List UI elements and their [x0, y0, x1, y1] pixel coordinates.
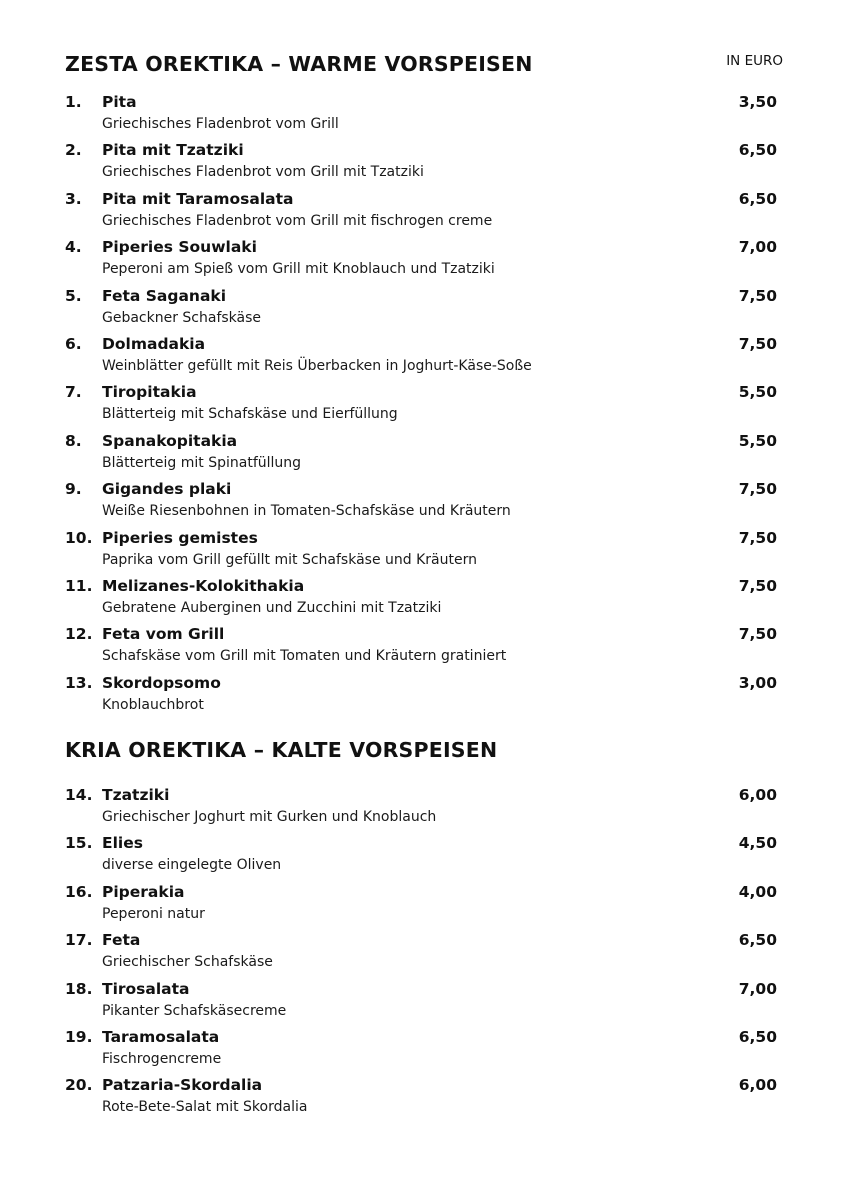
menu-item: [0, 479, 848, 527]
item-name: Feta vom Grill: [102, 625, 225, 644]
item-price: 6,50: [738, 1027, 777, 1046]
item-number: 16.: [65, 882, 93, 901]
item-name: Skordopsomo: [102, 673, 221, 692]
item-description: diverse eingelegte Oliven: [102, 857, 282, 874]
menu-item: [0, 189, 848, 237]
item-number: 3.: [65, 189, 82, 208]
item-name: Piperies gemistes: [102, 528, 258, 547]
menu-item: [0, 930, 848, 978]
item-price: 7,50: [738, 528, 777, 547]
item-number: 13.: [65, 673, 93, 692]
item-description: Griechisches Fladenbrot vom Grill mit Tzatziki: [102, 164, 424, 181]
menu-item: [0, 528, 848, 576]
item-number: 15.: [65, 834, 93, 853]
item-name: Elies: [102, 834, 143, 853]
item-description: Gebratene Auberginen und Zucchini mit Tzatziki: [102, 599, 442, 616]
item-number: 1.: [65, 93, 82, 111]
item-description: Weinblätter gefüllt mit Reis Überbacken in Joghurt-Käse-Soße: [102, 357, 532, 374]
item-number: 19.: [65, 1027, 93, 1046]
item-number: 6.: [65, 334, 82, 353]
menu-item: [0, 576, 848, 624]
item-name: Feta Saganaki: [102, 286, 227, 305]
cold-starters-list: [0, 785, 848, 1124]
item-description: Fischrogencreme: [102, 1050, 222, 1067]
item-description: Blätterteig mit Schafskäse und Eierfüllung: [102, 406, 398, 423]
menu-item: [0, 382, 848, 430]
menu-item: [0, 1027, 848, 1075]
item-description: Griechisches Fladenbrot vom Grill: [102, 116, 339, 132]
item-description: Peperoni natur: [102, 905, 205, 922]
item-number: 5.: [65, 286, 82, 305]
item-number: 4.: [65, 238, 82, 257]
item-name: Spanakopitakia: [102, 431, 238, 450]
item-number: 14.: [65, 786, 93, 804]
item-description: Peperoni am Spieß vom Grill mit Knoblauch und Tzatziki: [102, 261, 495, 278]
item-number: 2.: [65, 141, 82, 160]
item-number: 9.: [65, 480, 82, 499]
item-description: Gebackner Schafskäse: [102, 309, 262, 326]
item-price: 6,50: [738, 141, 777, 160]
item-name: Piperakia: [102, 882, 185, 901]
item-price: 7,00: [738, 979, 777, 998]
item-description: Griechisches Fladenbrot vom Grill mit fischrogen creme: [102, 212, 493, 229]
item-name: Pita: [102, 93, 137, 111]
item-name: Patzaria-Skordalia: [102, 1076, 263, 1095]
item-price: 5,50: [738, 383, 777, 402]
item-name: Pita mit Tzatziki: [102, 141, 244, 160]
menu-item: [0, 833, 848, 881]
menu-item: [0, 979, 848, 1027]
item-number: 12.: [65, 625, 93, 644]
item-description: Weiße Riesenbohnen in Tomaten-Schafskäse und Kräutern: [102, 503, 511, 520]
item-price: 7,50: [738, 625, 777, 644]
item-description: Schafskäse vom Grill mit Tomaten und Kräutern gratiniert: [102, 648, 507, 665]
item-name: Gigandes plaki: [102, 480, 232, 499]
menu-item: [0, 140, 848, 188]
item-price: 4,50: [738, 834, 777, 853]
item-name: Taramosalata: [102, 1027, 220, 1046]
item-name: Piperies Souwlaki: [102, 238, 257, 257]
item-description: Pikanter Schafskäsecreme: [102, 1002, 287, 1019]
section-title-cold-starters: KRIA OREKTIKA – KALTE VORSPEISEN: [65, 738, 498, 762]
item-number: 8.: [65, 431, 82, 450]
item-number: 7.: [65, 383, 82, 402]
item-price: 7,50: [738, 576, 777, 595]
item-price: 7,50: [738, 286, 777, 305]
item-price: 4,00: [738, 882, 777, 901]
item-description: Griechischer Schafskäse: [102, 954, 273, 971]
section-title-warm-starters: ZESTA OREKTIKA – WARME VORSPEISEN: [65, 52, 533, 76]
item-price: 7,00: [738, 238, 777, 257]
item-number: 10.: [65, 528, 93, 547]
menu-item: [0, 1075, 848, 1123]
menu-item: [0, 431, 848, 479]
item-description: Paprika vom Grill gefüllt mit Schafskäse und Kräutern: [102, 551, 477, 568]
item-price: 6,00: [738, 786, 777, 804]
item-number: 11.: [65, 576, 93, 595]
item-description: Rote-Bete-Salat mit Skordalia: [102, 1099, 308, 1116]
item-description: Griechischer Joghurt mit Gurken und Knoblauch: [102, 809, 437, 825]
menu-item: [0, 237, 848, 285]
item-number: 18.: [65, 979, 93, 998]
menu-item: [0, 92, 848, 140]
item-name: Dolmadakia: [102, 334, 206, 353]
item-name: Pita mit Taramosalata: [102, 189, 294, 208]
item-price: 3,00: [738, 673, 777, 692]
menu-item: [0, 785, 848, 833]
item-price: 6,50: [738, 931, 777, 950]
item-name: Feta: [102, 931, 141, 950]
item-price: 6,50: [738, 189, 777, 208]
item-description: Blätterteig mit Spinatfüllung: [102, 454, 302, 471]
item-price: 7,50: [738, 480, 777, 499]
item-name: Tirosalata: [102, 979, 190, 998]
menu-item: [0, 882, 848, 930]
item-name: Melizanes-Kolokithakia: [102, 576, 305, 595]
item-description: Knoblauchbrot: [102, 696, 204, 713]
item-number: 20.: [65, 1076, 93, 1095]
item-price: 5,50: [738, 431, 777, 450]
warm-starters-list: [0, 92, 848, 721]
menu-item: [0, 286, 848, 334]
item-number: 17.: [65, 931, 93, 950]
item-price: 7,50: [738, 334, 777, 353]
currency-note: IN EURO: [726, 53, 783, 69]
menu-item: [0, 624, 848, 672]
item-price: 3,50: [738, 93, 777, 111]
menu-item: [0, 334, 848, 382]
item-name: Tzatziki: [102, 786, 170, 804]
item-price: 6,00: [738, 1076, 777, 1095]
item-name: Tiropitakia: [102, 383, 197, 402]
menu-item: [0, 673, 848, 721]
